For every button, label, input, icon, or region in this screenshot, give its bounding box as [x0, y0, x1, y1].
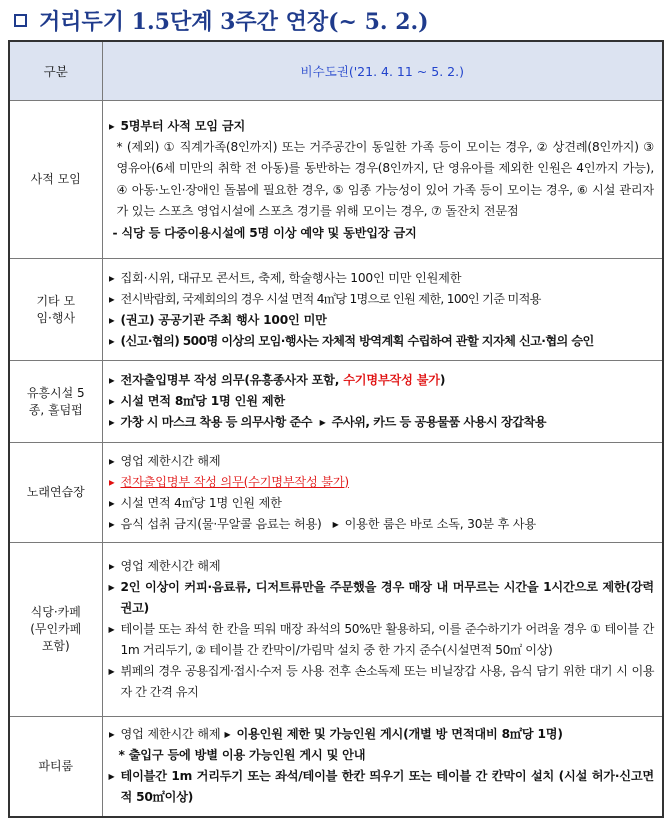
- bullet-triangle-icon: ▶: [108, 519, 115, 529]
- header-region-period: 비수도권('21. 4. 11 ~ 5. 2.): [102, 41, 663, 101]
- bullet-triangle-icon: ▶: [319, 418, 326, 427]
- row-category: 유흥시설 5종, 홀덤펍: [9, 361, 102, 443]
- table-row: [9, 101, 663, 259]
- row-category: 식당·카페 (무인카페 포함): [9, 543, 102, 717]
- list-item: 이용인원 제한 및 가능인원 게시(개별 방 면적대비 8㎡당 1명): [236, 727, 563, 742]
- list-item: 음식 섭취 금지(물·무알콜 음료는 허용): [120, 516, 322, 531]
- row-content: [102, 717, 663, 817]
- bullet-triangle-icon: ▶: [108, 418, 115, 427]
- list-item: 주사위, 카드 등 공용물품 사용시 장갑착용: [331, 415, 547, 429]
- list-item: 영업 제한시간 해제: [120, 453, 221, 468]
- bullet-triangle-icon: ▶: [108, 667, 115, 676]
- page-title: [8, 4, 429, 36]
- list-item: * (제외) ① 직계가족(8인까지) 또는 거주공간이 동일한 가족 등이 모이는 경우, ② 상견례(8인까지) ③ 영유아(6세 미만의 취학 전 아동)를 동반하는 경우(8인까지, 단 영유아를 제외한 인원은 4인까지 가능), ④ 아동·노인·장애인 돌봄에 필요한 경우, ⑤ 임종 가능성이 있어 가족 등이 모이는 경우, ⑥ 시설 관리자가 있는 스포츠 영업시설에 스포츠 경기를 위해 모이는 경우, ⑦ 돌잔치 전문점: [116, 139, 654, 218]
- table-row: [9, 543, 663, 717]
- table-row: [9, 443, 663, 543]
- regulation-table: [8, 40, 664, 818]
- warning-text: 전자출입명부 작성 의무(수기명부작성 불가): [120, 474, 349, 489]
- bullet-triangle-icon: ▶: [108, 730, 115, 740]
- list-item: 이용한 룸은 바로 소독, 30분 후 사용: [344, 516, 536, 531]
- bullet-triangle-icon: ▶: [108, 562, 115, 571]
- bullet-triangle-icon: ▶: [224, 730, 231, 740]
- row-category: 기타 모임·행사: [9, 259, 102, 361]
- bullet-triangle-icon: ▶: [108, 294, 114, 304]
- checkbox-square-icon: [14, 14, 27, 27]
- list-item: 테이블 또는 좌석 한 칸을 띄워 매장 좌석의 50%만 활용하되, 이를 준수하기가 어려울 경우 ① 테이블 간 1m 거리두기, ② 테이블 간 칸막이/가림막 설치 중 한 가지 준수(시설면적 50㎡ 이상): [120, 622, 654, 657]
- table-row: [9, 259, 663, 361]
- bullet-triangle-icon: ▶: [108, 625, 115, 634]
- list-item: 영업 제한시간 해제: [120, 559, 221, 573]
- list-item: 시설 면적 8㎡당 1명 인원 제한: [120, 394, 285, 408]
- bullet-triangle-icon: ▶: [108, 397, 115, 406]
- table-row: [9, 717, 663, 817]
- row-content: [102, 101, 663, 259]
- bullet-triangle-icon: ▶: [108, 456, 115, 466]
- list-item: 전자출입명부 작성 의무(유흥종사자 포함,: [120, 373, 344, 387]
- list-item: 테이블간 1m 거리두기 또는 좌석/테이블 한칸 띄우기 또는 테이블 간 칸막이 설치 (시설 허가·신고면적 50㎡이상): [120, 769, 654, 805]
- list-item: 집회·시위, 대규모 콘서트, 축제, 학술행사는 100인 미만 인원제한: [120, 270, 462, 285]
- warning-text: 수기명부작성 불가: [343, 373, 440, 387]
- list-item: 영업 제한시간 해제: [120, 727, 221, 742]
- row-content: [102, 543, 663, 717]
- list-item: - 식당 등 다중이용시설에 5명 이상 예약 및 동반입장 금지: [112, 225, 417, 240]
- list-item: (신고·협의) 500명 이상의 모임·행사는 자체적 방역계획 수립하여 관할 지자체 신고·협의 승인: [120, 333, 594, 348]
- bullet-triangle-icon: ▶: [108, 315, 115, 325]
- bullet-triangle-icon: ▶: [108, 273, 115, 283]
- list-item: 뷔페의 경우 공용집게·접시·수저 등 사용 전후 손소독제 또는 비닐장갑 사용, 음식 담기 위한 대기 시 이용자 간 간격 유지: [120, 664, 654, 699]
- title-text: 거리두기 1.5단계 3주간 연장(~ 5. 2.): [39, 8, 429, 35]
- bullet-triangle-icon: ▶: [108, 336, 115, 346]
- row-content: [102, 259, 663, 361]
- list-item: (권고) 공공기관 주최 행사 100인 미만: [120, 312, 327, 327]
- bullet-triangle-icon: ▶: [108, 121, 115, 131]
- list-item: 5명부터 사적 모임 금지: [120, 118, 246, 133]
- row-content: [102, 443, 663, 543]
- list-item: 시설 면적 4㎡당 1명 인원 제한: [120, 495, 282, 510]
- row-category: 사적 모임: [9, 101, 102, 259]
- bullet-triangle-icon: ▶: [108, 583, 115, 592]
- list-item: 2인 이상이 커피·음료류, 디저트류만을 주문했을 경우 매장 내 머무르는 시간을 1시간으로 제한(강력 권고): [120, 580, 654, 615]
- row-category: 파티룸: [9, 717, 102, 817]
- list-item: * 출입구 등에 방별 이용 가능인원 게시 및 안내: [118, 748, 366, 763]
- list-item: 전시박람회, 국제회의의 경우 시설 면적 4㎡당 1명으로 인원 제한, 100인 기준 미적용: [120, 291, 541, 306]
- table-row: [9, 361, 663, 443]
- header-category: 구분: [9, 41, 102, 101]
- bullet-triangle-icon: ▶: [108, 772, 115, 782]
- list-item: 가창 시 마스크 착용 등 의무사항 준수: [120, 415, 313, 429]
- table-header-row: [9, 41, 663, 101]
- row-category: 노래연습장: [9, 443, 102, 543]
- bullet-triangle-icon: ▶: [108, 477, 115, 487]
- row-content: ▶ 전자출입명부 작성 의무(유흥종사자 포함, 수기명부작성 불가) ▶ 시설 면적 8㎡당 1명 인원 제한 ▶ 가창 시 마스크 착용 등 의무사항 준수 ▶ 주사위, 카드 등 공용물품 사용시 장갑착용: [102, 361, 663, 443]
- bullet-triangle-icon: ▶: [108, 376, 115, 385]
- bullet-triangle-icon: ▶: [332, 519, 339, 529]
- bullet-triangle-icon: ▶: [108, 498, 115, 508]
